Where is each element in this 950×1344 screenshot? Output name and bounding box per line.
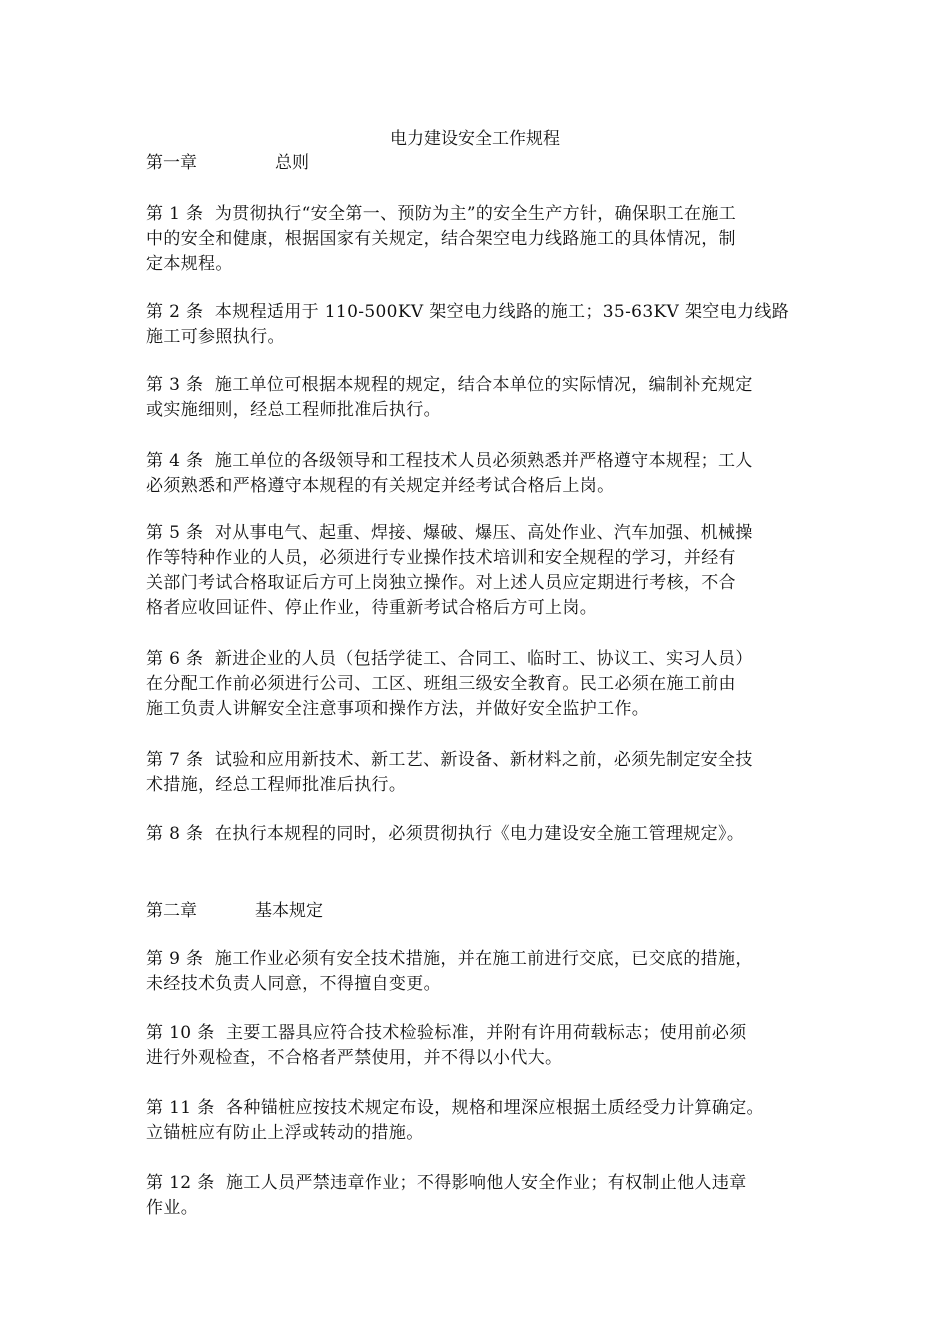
article-line: 必须熟悉和严格遵守本规程的有关规定并经考试合格后上岗。 bbox=[146, 476, 615, 496]
chapter-heading-2 bbox=[146, 899, 323, 923]
article-line: 第 8 条 在执行本规程的同时，必须贯彻执行《电力建设安全施工管理规定》。 bbox=[146, 824, 745, 844]
article-8 bbox=[146, 822, 816, 847]
article-line: 进行外观检查，不合格者严禁使用，并不得以小代大。 bbox=[146, 1048, 563, 1068]
article-line: 在分配工作前必须进行公司、工区、班组三级安全教育。民工必须在施工前由 bbox=[146, 674, 736, 694]
article-line: 施工可参照执行。 bbox=[146, 327, 285, 347]
article-line: 作等特种作业的人员，必须进行专业操作技术培训和安全规程的学习，并经有 bbox=[146, 548, 736, 568]
article-line: 第 9 条 施工作业必须有安全技术措施，并在施工前进行交底，已交底的措施， bbox=[146, 949, 753, 969]
article-5 bbox=[146, 521, 816, 621]
article-line: 或实施细则，经总工程师批准后执行。 bbox=[146, 400, 441, 420]
article-line: 第 7 条 试验和应用新技术、新工艺、新设备、新材料之前，必须先制定安全技 bbox=[146, 750, 753, 770]
article-line: 格者应收回证件、停止作业，待重新考试合格后方可上岗。 bbox=[146, 598, 598, 618]
article-1 bbox=[146, 202, 816, 277]
article-6 bbox=[146, 647, 816, 722]
chapter-number: 第二章 bbox=[146, 901, 197, 921]
article-9 bbox=[146, 947, 816, 997]
article-line: 中的安全和健康，根据国家有关规定，结合架空电力线路施工的具体情况，制 bbox=[146, 229, 736, 249]
article-line: 关部门考试合格取证后方可上岗独立操作。对上述人员应定期进行考核，不合 bbox=[146, 573, 736, 593]
article-line: 第 1 条 为贯彻执行“安全第一、预防为主”的安全生产方针，确保职工在施工 bbox=[146, 204, 737, 224]
chapter-heading-1 bbox=[146, 151, 309, 175]
chapter-name: 基本规定 bbox=[255, 901, 323, 921]
chapter-number: 第一章 bbox=[146, 153, 197, 173]
article-line: 第 3 条 施工单位可根据本规程的规定，结合本单位的实际情况，编制补充规定 bbox=[146, 375, 753, 395]
article-line: 第 11 条 各种锚桩应按技术规定布设，规格和埋深应根据土质经受力计算确定。 bbox=[146, 1098, 764, 1118]
article-line: 术措施，经总工程师批准后执行。 bbox=[146, 775, 407, 795]
article-10 bbox=[146, 1021, 816, 1071]
chapter-name: 总则 bbox=[275, 153, 309, 173]
article-4 bbox=[146, 449, 816, 499]
article-line: 定本规程。 bbox=[146, 254, 233, 274]
article-11 bbox=[146, 1096, 816, 1146]
document-title: 电力建设安全工作规程 bbox=[390, 129, 560, 149]
article-line: 立锚桩应有防止上浮或转动的措施。 bbox=[146, 1123, 424, 1143]
article-12 bbox=[146, 1171, 816, 1221]
article-line: 第 6 条 新进企业的人员（包括学徒工、合同工、临时工、协议工、实习人员） bbox=[146, 649, 753, 669]
article-2 bbox=[146, 300, 816, 350]
article-line: 第 5 条 对从事电气、起重、焊接、爆破、爆压、高处作业、汽车加强、机械操 bbox=[146, 523, 753, 543]
article-7 bbox=[146, 748, 816, 798]
article-line: 第 4 条 施工单位的各级领导和工程技术人员必须熟悉并严格遵守本规程；工人 bbox=[146, 451, 753, 471]
article-3 bbox=[146, 373, 816, 423]
article-line: 第 2 条 本规程适用于 110-500KV 架空电力线路的施工；35-63KV 架空电力线路 bbox=[146, 302, 790, 322]
article-line: 未经技术负责人同意，不得擅自变更。 bbox=[146, 974, 441, 994]
article-line: 第 12 条 施工人员严禁违章作业；不得影响他人安全作业；有权制止他人违章 bbox=[146, 1173, 747, 1193]
article-line: 作业。 bbox=[146, 1198, 199, 1218]
article-line: 第 10 条 主要工器具应符合技术检验标准，并附有许用荷载标志；使用前必须 bbox=[146, 1023, 747, 1043]
article-line: 施工负责人讲解安全注意事项和操作方法，并做好安全监护工作。 bbox=[146, 699, 650, 719]
